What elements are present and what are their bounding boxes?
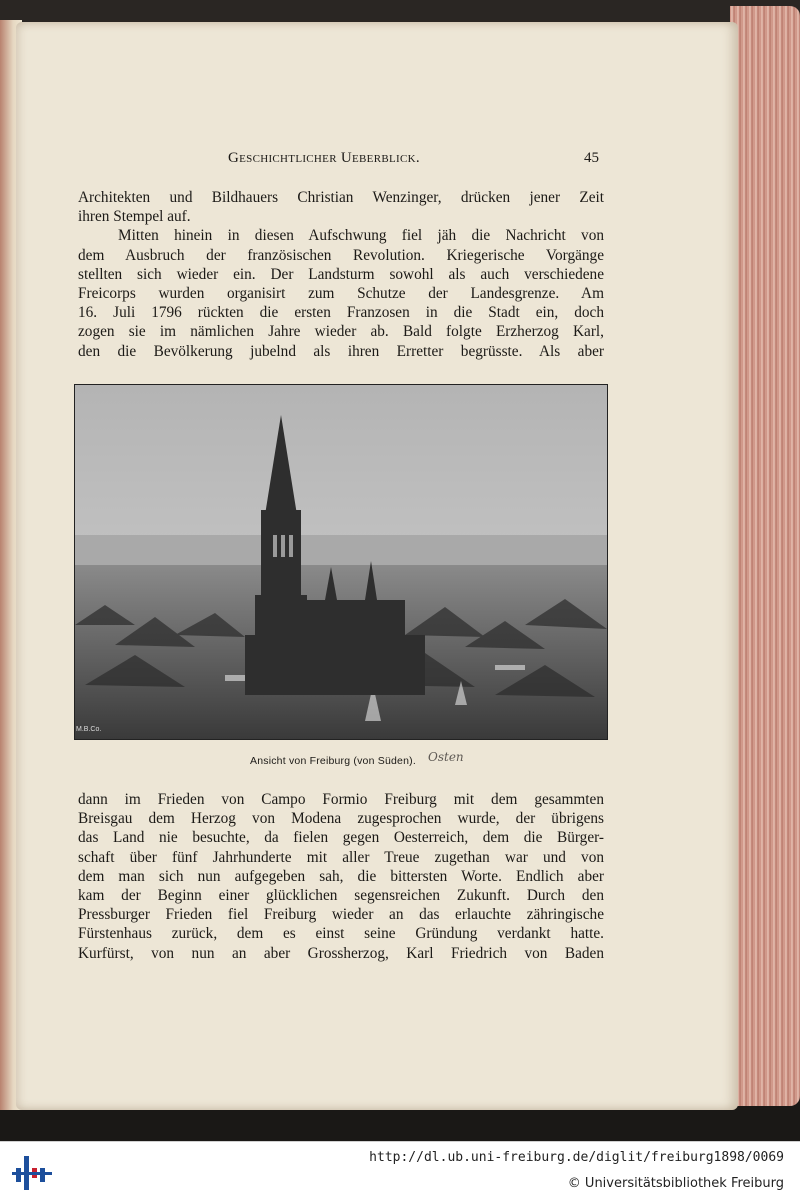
paragraph-bottom bbox=[78, 790, 604, 963]
text-line: das Land nie besuchte, da fielen gegen Oesterreich, dem die Bürger- bbox=[78, 829, 604, 847]
text-line: 16. Juli 1796 rückten die ersten Franzosen in die Stadt ein, doch bbox=[78, 304, 604, 322]
cathedral-photograph bbox=[74, 384, 608, 740]
text-line: den die Bevölkerung jubelnd als ihren Erretter begrüsste. Als aber bbox=[78, 342, 604, 360]
text-line: dem Ausbruch der französischen Revolution. Kriegerische Vorgänge bbox=[78, 246, 604, 264]
running-head: Geschichtlicher Ueberblick. bbox=[228, 150, 420, 166]
text-line: schaft über fünf Jahrhunderte mit aller Treue zugethan war und von bbox=[78, 848, 604, 866]
text-line: Mitten hinein in diesen Aufschwung fiel jäh die Nachricht von bbox=[118, 227, 604, 245]
text-line: Breisgau dem Herzog von Modena zugesprochen wurde, der übrigens bbox=[78, 810, 604, 828]
book-page-edges bbox=[730, 6, 800, 1106]
text-line: Pressburger Frieden fiel Freiburg wieder an das erlauchte zähringische bbox=[78, 906, 604, 924]
paragraph-top bbox=[78, 188, 604, 361]
text-line: dem man sich nun aufgegeben sah, die bittersten Worte. Endlich aber bbox=[78, 867, 604, 885]
photo-caption: Ansicht von Freiburg (von Süden). bbox=[250, 755, 416, 767]
text-line: dann im Frieden von Campo Formio Freiburg mit dem gesammten bbox=[78, 791, 604, 808]
text-line: Kurfürst, von nun an aber Grossherzog, Karl Friedrich von Baden bbox=[78, 944, 604, 962]
photo-signature: M.B.Co. bbox=[76, 726, 102, 733]
text-line: kam der Beginn einer glücklichen segensreichen Zukunft. Durch den bbox=[78, 886, 604, 904]
pencil-annotation: Osten bbox=[428, 750, 464, 764]
text-line: ihren Stempel auf. bbox=[78, 208, 191, 226]
viewer-footer bbox=[0, 1141, 800, 1200]
copyright-notice: © Universitätsbibliothek Freiburg bbox=[567, 1176, 784, 1191]
text-line: Fürstenhaus zurück, dem es einst seine Gründung verdankt hatte. bbox=[78, 925, 604, 943]
text-line: stellten sich wieder ein. Der Landsturm sowohl als auch verschiedene bbox=[78, 265, 604, 283]
ub-freiburg-logo-icon[interactable] bbox=[12, 1150, 52, 1192]
text-line: zogen sie im nämlichen Jahre wieder ab. Bald folgte Erzherzog Karl, bbox=[78, 323, 604, 341]
text-line: Architekten und Bildhauers Christian Wenzinger, drücken jener Zeit bbox=[78, 189, 604, 206]
permalink-link[interactable]: http://dl.ub.uni-freiburg.de/diglit/freiburg1898/0069 bbox=[369, 1150, 784, 1165]
page-number: 45 bbox=[584, 150, 599, 166]
text-line: Freicorps wurden organisirt zum Schutze der Landesgrenze. Am bbox=[78, 284, 604, 302]
